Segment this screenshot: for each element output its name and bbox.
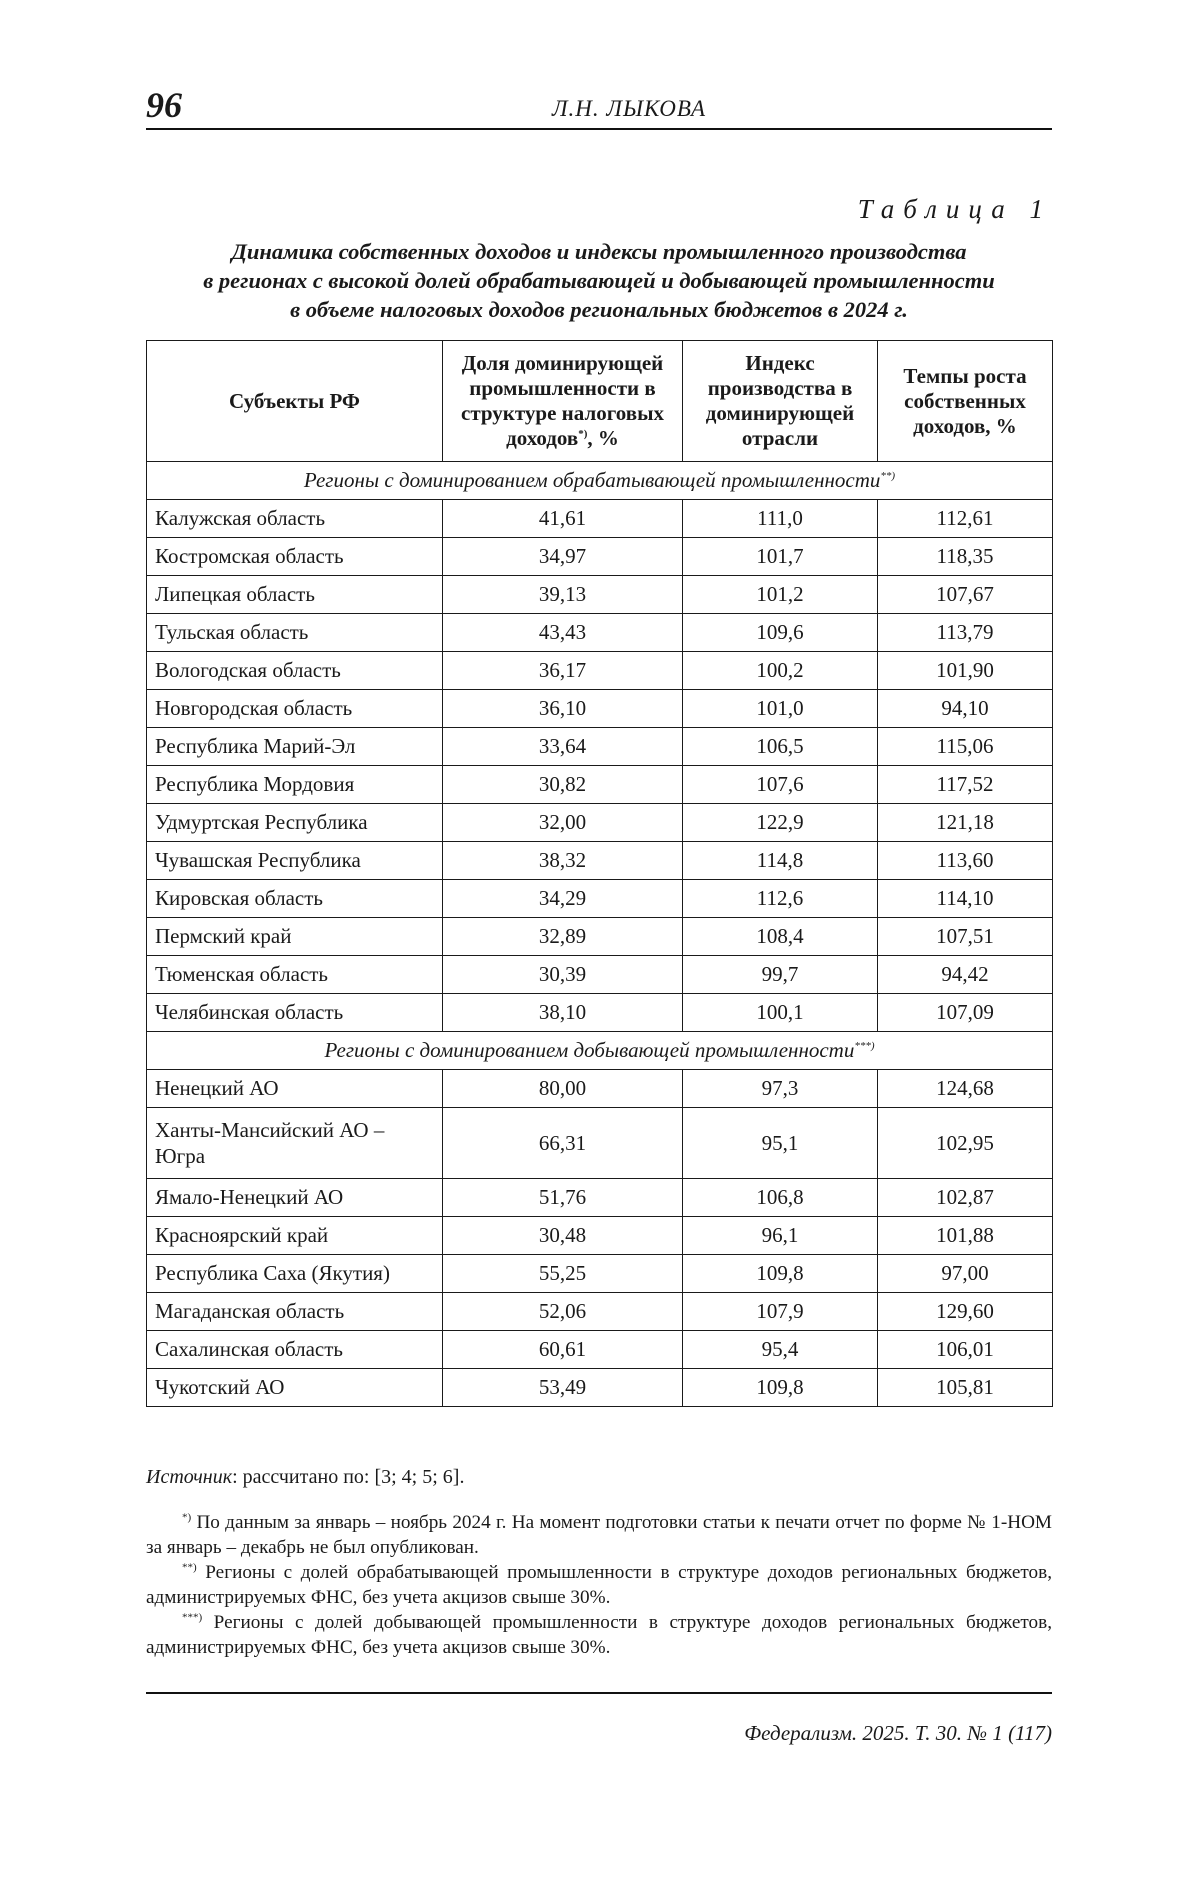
share-value: 30,39 [443, 956, 683, 994]
region-name: Республика Марий-Эл [147, 728, 443, 766]
table-body [147, 462, 1053, 1407]
table-row [147, 1293, 1053, 1331]
share-value: 39,13 [443, 576, 683, 614]
region-name: Республика Саха (Якутия) [147, 1255, 443, 1293]
footnote [146, 1510, 1052, 1560]
table-row [147, 576, 1053, 614]
region-name: Новгородская область [147, 690, 443, 728]
column-header-share-text: Доля доминирующей промышленности в структуре налоговых доходов [461, 351, 664, 450]
footnote-text: Регионы с долей добывающей промышленности в структуре доходов региональных бюджетов, администрируемых ФНС, без учета акцизов свыше 30%. [146, 1612, 1052, 1658]
table-row [147, 956, 1053, 994]
running-head [146, 84, 1052, 130]
region-name: Челябинская область [147, 994, 443, 1032]
table-row [147, 652, 1053, 690]
footnotes [146, 1510, 1052, 1660]
index-value: 106,8 [683, 1179, 878, 1217]
table-row [147, 1108, 1053, 1179]
index-value: 99,7 [683, 956, 878, 994]
footnote [146, 1610, 1052, 1660]
index-value: 100,1 [683, 994, 878, 1032]
region-name: Ямало-Ненецкий АО [147, 1179, 443, 1217]
table-row [147, 538, 1053, 576]
growth-value: 107,51 [878, 918, 1053, 956]
table-row [147, 1255, 1053, 1293]
region-name: Тульская область [147, 614, 443, 652]
share-value: 38,32 [443, 842, 683, 880]
table-row [147, 614, 1053, 652]
growth-value: 112,61 [878, 500, 1053, 538]
share-value: 51,76 [443, 1179, 683, 1217]
growth-value: 101,90 [878, 652, 1053, 690]
column-header-share-unit: , % [587, 426, 619, 450]
running-author: Л.Н. ЛЫКОВА [551, 96, 707, 121]
growth-value: 101,88 [878, 1217, 1053, 1255]
region-name: Ханты-Мансийский АО – Югра [147, 1108, 443, 1179]
index-value: 101,0 [683, 690, 878, 728]
section-label [147, 1032, 1053, 1070]
growth-value: 106,01 [878, 1331, 1053, 1369]
index-value: 109,6 [683, 614, 878, 652]
column-header-share [443, 341, 683, 462]
section-label [147, 462, 1053, 500]
table-row [147, 728, 1053, 766]
footnote [146, 1560, 1052, 1610]
growth-value: 115,06 [878, 728, 1053, 766]
share-value: 60,61 [443, 1331, 683, 1369]
share-value: 52,06 [443, 1293, 683, 1331]
footer-rule [146, 1692, 1052, 1694]
share-value: 34,29 [443, 880, 683, 918]
index-value: 100,2 [683, 652, 878, 690]
journal-citation: Федерализм. 2025. Т. 30. № 1 (117) [744, 1721, 1052, 1745]
section-label-text: Регионы с доминированием добывающей промышленности [324, 1038, 855, 1062]
table-row [147, 994, 1053, 1032]
region-name: Чувашская Республика [147, 842, 443, 880]
region-name: Удмуртская Республика [147, 804, 443, 842]
section-label-text: Регионы с доминированием обрабатывающей промышленности [303, 468, 881, 492]
region-name: Сахалинская область [147, 1331, 443, 1369]
growth-value: 94,42 [878, 956, 1053, 994]
index-value: 107,9 [683, 1293, 878, 1331]
growth-value: 113,60 [878, 842, 1053, 880]
column-header-growth: Темпы роста собственных доходов, % [878, 341, 1053, 462]
growth-value: 117,52 [878, 766, 1053, 804]
table-row [147, 804, 1053, 842]
growth-value: 113,79 [878, 614, 1053, 652]
share-value: 30,48 [443, 1217, 683, 1255]
growth-value: 118,35 [878, 538, 1053, 576]
index-value: 101,7 [683, 538, 878, 576]
data-table [146, 340, 1053, 1407]
index-value: 122,9 [683, 804, 878, 842]
index-value: 109,8 [683, 1369, 878, 1407]
share-value: 41,61 [443, 500, 683, 538]
table-row [147, 1070, 1053, 1108]
table-header-row [147, 341, 1053, 462]
footnote-mark: *) [578, 428, 588, 440]
index-value: 106,5 [683, 728, 878, 766]
growth-value: 107,09 [878, 994, 1053, 1032]
region-name: Калужская область [147, 500, 443, 538]
table-title [146, 237, 1052, 324]
growth-value: 97,00 [878, 1255, 1053, 1293]
table-title-line: в регионах с высокой долей обрабатывающей и добывающей промышленности [203, 268, 995, 293]
table-row [147, 880, 1053, 918]
region-name: Ненецкий АО [147, 1070, 443, 1108]
share-value: 55,25 [443, 1255, 683, 1293]
table-row [147, 1331, 1053, 1369]
share-value: 36,17 [443, 652, 683, 690]
index-value: 97,3 [683, 1070, 878, 1108]
growth-value: 114,10 [878, 880, 1053, 918]
index-value: 111,0 [683, 500, 878, 538]
region-name: Тюменская область [147, 956, 443, 994]
region-name: Липецкая область [147, 576, 443, 614]
share-value: 32,00 [443, 804, 683, 842]
region-name: Костромская область [147, 538, 443, 576]
table-row [147, 1217, 1053, 1255]
source-note [146, 1466, 464, 1489]
region-name: Кировская область [147, 880, 443, 918]
growth-value: 102,95 [878, 1108, 1053, 1179]
table-row [147, 690, 1053, 728]
footnote-text: Регионы с долей обрабатывающей промышленности в структуре доходов региональных бюджетов, администрируемых ФНС, без учета акцизов свыше 30%. [146, 1562, 1052, 1608]
footnote-mark: *) [182, 1511, 192, 1524]
source-label: Источник [146, 1466, 233, 1488]
index-value: 95,1 [683, 1108, 878, 1179]
share-value: 66,31 [443, 1108, 683, 1179]
growth-value: 121,18 [878, 804, 1053, 842]
region-name: Красноярский край [147, 1217, 443, 1255]
share-value: 30,82 [443, 766, 683, 804]
table-row [147, 1369, 1053, 1407]
region-name: Пермский край [147, 918, 443, 956]
growth-value: 129,60 [878, 1293, 1053, 1331]
index-value: 101,2 [683, 576, 878, 614]
region-name: Магаданская область [147, 1293, 443, 1331]
index-value: 96,1 [683, 1217, 878, 1255]
share-value: 38,10 [443, 994, 683, 1032]
growth-value: 105,81 [878, 1369, 1053, 1407]
region-name: Республика Мордовия [147, 766, 443, 804]
share-value: 43,43 [443, 614, 683, 652]
table-row [147, 500, 1053, 538]
index-value: 107,6 [683, 766, 878, 804]
header-rule [146, 128, 1052, 130]
footnote-mark: ***) [854, 1040, 875, 1052]
section-row-manufacturing [147, 462, 1053, 500]
share-value: 34,97 [443, 538, 683, 576]
share-value: 36,10 [443, 690, 683, 728]
region-name: Вологодская область [147, 652, 443, 690]
share-value: 80,00 [443, 1070, 683, 1108]
index-value: 112,6 [683, 880, 878, 918]
table-row [147, 842, 1053, 880]
region-name: Чукотский АО [147, 1369, 443, 1407]
table-row [147, 918, 1053, 956]
page-number: 96 [146, 85, 182, 125]
index-value: 95,4 [683, 1331, 878, 1369]
index-value: 108,4 [683, 918, 878, 956]
column-header-region: Субъекты РФ [147, 341, 443, 462]
index-value: 114,8 [683, 842, 878, 880]
source-text: : рассчитано по: [3; 4; 5; 6]. [232, 1466, 465, 1488]
growth-value: 107,67 [878, 576, 1053, 614]
column-header-index: Индекс производства в доминирующей отрасли [683, 341, 878, 462]
share-value: 32,89 [443, 918, 683, 956]
footnote-text: По данным за январь – ноябрь 2024 г. На момент подготовки статьи к печати отчет по форме № 1-НОМ за январь – декабрь не был опубликован. [146, 1512, 1052, 1558]
section-row-mining [147, 1032, 1053, 1070]
footnote-mark: ***) [182, 1611, 203, 1624]
table-row [147, 766, 1053, 804]
index-value: 109,8 [683, 1255, 878, 1293]
table-row [147, 1179, 1053, 1217]
footnote-mark: **) [880, 470, 896, 482]
table-title-line: в объеме налоговых доходов региональных бюджетов в 2024 г. [290, 297, 908, 322]
table-label: Таблица 1 [857, 194, 1052, 224]
growth-value: 102,87 [878, 1179, 1053, 1217]
footnote-mark: **) [182, 1561, 197, 1574]
share-value: 53,49 [443, 1369, 683, 1407]
share-value: 33,64 [443, 728, 683, 766]
growth-value: 124,68 [878, 1070, 1053, 1108]
growth-value: 94,10 [878, 690, 1053, 728]
table-title-line: Динамика собственных доходов и индексы промышленного производства [231, 239, 967, 264]
